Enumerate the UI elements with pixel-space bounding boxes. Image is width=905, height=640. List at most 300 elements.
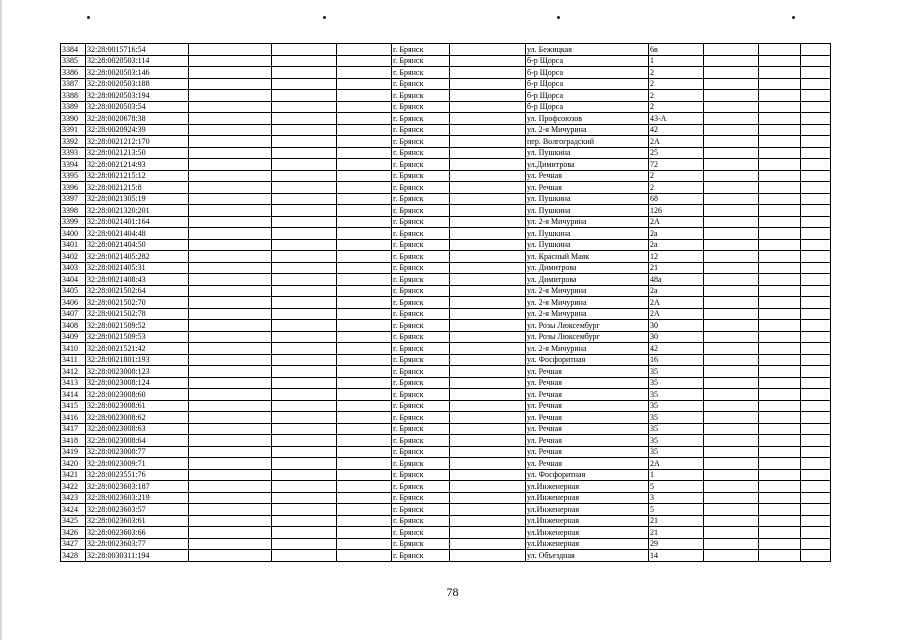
- empty-cell: [801, 331, 831, 343]
- empty-cell: [704, 44, 759, 56]
- empty-cell: [759, 182, 801, 194]
- empty-cell: [337, 446, 392, 458]
- empty-cell: [189, 308, 272, 320]
- empty-cell: [450, 101, 526, 113]
- empty-cell: [450, 550, 526, 562]
- house-number-cell: 12: [649, 251, 704, 263]
- empty-cell: [801, 228, 831, 240]
- city-cell: г. Брянск: [392, 67, 450, 79]
- empty-cell: [801, 113, 831, 125]
- city-cell: г. Брянск: [392, 492, 450, 504]
- empty-cell: [272, 274, 337, 286]
- row-number-cell: 3392: [61, 136, 86, 148]
- street-cell: ул. Речная: [526, 366, 649, 378]
- empty-cell: [801, 55, 831, 67]
- empty-cell: [450, 67, 526, 79]
- empty-cell: [759, 423, 801, 435]
- house-number-cell: 35: [649, 366, 704, 378]
- row-number-cell: 3396: [61, 182, 86, 194]
- row-number-cell: 3413: [61, 377, 86, 389]
- empty-cell: [704, 377, 759, 389]
- empty-cell: [189, 389, 272, 401]
- row-number-cell: 3415: [61, 400, 86, 412]
- empty-cell: [189, 354, 272, 366]
- row-number-cell: 3405: [61, 285, 86, 297]
- empty-cell: [189, 331, 272, 343]
- empty-cell: [704, 538, 759, 550]
- empty-cell: [189, 67, 272, 79]
- empty-cell: [189, 285, 272, 297]
- empty-cell: [272, 170, 337, 182]
- empty-cell: [337, 262, 392, 274]
- empty-cell: [272, 251, 337, 263]
- hole-punch-mark: [557, 16, 560, 19]
- empty-cell: [450, 343, 526, 355]
- house-number-cell: 14: [649, 550, 704, 562]
- empty-cell: [337, 251, 392, 263]
- cadastral-number-cell: 32:28:0021305:19: [86, 193, 189, 205]
- row-number-cell: 3388: [61, 90, 86, 102]
- empty-cell: [704, 469, 759, 481]
- city-cell: г. Брянск: [392, 193, 450, 205]
- empty-cell: [450, 274, 526, 286]
- city-cell: г. Брянск: [392, 55, 450, 67]
- empty-cell: [272, 78, 337, 90]
- empty-cell: [189, 90, 272, 102]
- row-number-cell: 3391: [61, 124, 86, 136]
- city-cell: г. Брянск: [392, 124, 450, 136]
- street-cell: ул. Объездная: [526, 550, 649, 562]
- row-number-cell: 3425: [61, 515, 86, 527]
- table-row: [61, 101, 831, 113]
- empty-cell: [189, 239, 272, 251]
- empty-cell: [704, 446, 759, 458]
- empty-cell: [759, 239, 801, 251]
- empty-cell: [801, 423, 831, 435]
- empty-cell: [704, 527, 759, 539]
- cadastral-number-cell: 32:28:0021215:8: [86, 182, 189, 194]
- house-number-cell: 2: [649, 170, 704, 182]
- empty-cell: [801, 504, 831, 516]
- empty-cell: [704, 515, 759, 527]
- cadastral-number-cell: 32:28:0021215:12: [86, 170, 189, 182]
- table-row: [61, 170, 831, 182]
- house-number-cell: 2а: [649, 239, 704, 251]
- cadastral-number-cell: 32:28:0021401:164: [86, 216, 189, 228]
- empty-cell: [759, 308, 801, 320]
- empty-cell: [189, 446, 272, 458]
- row-number-cell: 3386: [61, 67, 86, 79]
- house-number-cell: 43-А: [649, 113, 704, 125]
- empty-cell: [801, 182, 831, 194]
- empty-cell: [450, 504, 526, 516]
- empty-cell: [189, 538, 272, 550]
- empty-cell: [337, 44, 392, 56]
- table-row: [61, 239, 831, 251]
- empty-cell: [272, 469, 337, 481]
- empty-cell: [704, 492, 759, 504]
- empty-cell: [272, 44, 337, 56]
- empty-cell: [272, 239, 337, 251]
- empty-cell: [189, 101, 272, 113]
- house-number-cell: 30: [649, 331, 704, 343]
- empty-cell: [337, 308, 392, 320]
- empty-cell: [450, 469, 526, 481]
- empty-cell: [704, 55, 759, 67]
- empty-cell: [759, 67, 801, 79]
- table-row: [61, 538, 831, 550]
- empty-cell: [272, 458, 337, 470]
- empty-cell: [272, 331, 337, 343]
- cadastral-number-cell: 32:28:0021404:48: [86, 228, 189, 240]
- row-number-cell: 3417: [61, 423, 86, 435]
- table-row: [61, 159, 831, 171]
- row-number-cell: 3387: [61, 78, 86, 90]
- street-cell: б-р Щорса: [526, 78, 649, 90]
- hole-punch-mark: [323, 16, 326, 19]
- table-row: [61, 136, 831, 148]
- street-cell: ул. Красный Маяк: [526, 251, 649, 263]
- row-number-cell: 3403: [61, 262, 86, 274]
- empty-cell: [272, 182, 337, 194]
- empty-cell: [450, 538, 526, 550]
- empty-cell: [450, 527, 526, 539]
- empty-cell: [450, 113, 526, 125]
- empty-cell: [759, 527, 801, 539]
- cadastral-number-cell: 32:28:0021214:93: [86, 159, 189, 171]
- street-cell: ул. 2-я Мичурина: [526, 285, 649, 297]
- empty-cell: [450, 124, 526, 136]
- empty-cell: [189, 182, 272, 194]
- empty-cell: [337, 101, 392, 113]
- row-number-cell: 3389: [61, 101, 86, 113]
- table-row: [61, 527, 831, 539]
- empty-cell: [704, 550, 759, 562]
- empty-cell: [189, 193, 272, 205]
- empty-cell: [801, 147, 831, 159]
- empty-cell: [759, 124, 801, 136]
- city-cell: г. Брянск: [392, 343, 450, 355]
- city-cell: г. Брянск: [392, 285, 450, 297]
- cadastral-number-cell: 32:28:0021502:70: [86, 297, 189, 309]
- empty-cell: [704, 113, 759, 125]
- empty-cell: [801, 354, 831, 366]
- cadastral-number-cell: 32:28:0023008:64: [86, 435, 189, 447]
- empty-cell: [759, 389, 801, 401]
- house-number-cell: 2: [649, 90, 704, 102]
- empty-cell: [704, 193, 759, 205]
- table-row: [61, 44, 831, 56]
- empty-cell: [189, 469, 272, 481]
- empty-cell: [759, 550, 801, 562]
- empty-cell: [450, 377, 526, 389]
- house-number-cell: 68: [649, 193, 704, 205]
- row-number-cell: 3420: [61, 458, 86, 470]
- empty-cell: [450, 458, 526, 470]
- table-row: [61, 458, 831, 470]
- empty-cell: [759, 159, 801, 171]
- street-cell: ул. Речная: [526, 182, 649, 194]
- empty-cell: [337, 469, 392, 481]
- empty-cell: [337, 527, 392, 539]
- street-cell: ул. Димитрова: [526, 274, 649, 286]
- empty-cell: [759, 193, 801, 205]
- city-cell: г. Брянск: [392, 90, 450, 102]
- row-number-cell: 3404: [61, 274, 86, 286]
- city-cell: г. Брянск: [392, 251, 450, 263]
- city-cell: г. Брянск: [392, 400, 450, 412]
- empty-cell: [801, 435, 831, 447]
- empty-cell: [189, 251, 272, 263]
- house-number-cell: 21: [649, 262, 704, 274]
- street-cell: б-р Щорса: [526, 101, 649, 113]
- empty-cell: [189, 435, 272, 447]
- empty-cell: [189, 492, 272, 504]
- street-cell: ул.Инженерная: [526, 515, 649, 527]
- table-row: [61, 262, 831, 274]
- table-row: [61, 67, 831, 79]
- empty-cell: [337, 228, 392, 240]
- empty-cell: [337, 147, 392, 159]
- empty-cell: [189, 136, 272, 148]
- house-number-cell: 2: [649, 67, 704, 79]
- city-cell: г. Брянск: [392, 239, 450, 251]
- empty-cell: [704, 366, 759, 378]
- city-cell: г. Брянск: [392, 538, 450, 550]
- cadastral-number-cell: 32:28:0021801:193: [86, 354, 189, 366]
- empty-cell: [337, 78, 392, 90]
- table-row: [61, 412, 831, 424]
- empty-cell: [272, 550, 337, 562]
- empty-cell: [189, 550, 272, 562]
- street-cell: ул. Речная: [526, 400, 649, 412]
- empty-cell: [337, 492, 392, 504]
- cadastral-number-cell: 32:28:0021509:53: [86, 331, 189, 343]
- house-number-cell: 21: [649, 527, 704, 539]
- empty-cell: [337, 320, 392, 332]
- empty-cell: [801, 205, 831, 217]
- table-row: [61, 469, 831, 481]
- empty-cell: [337, 159, 392, 171]
- house-number-cell: 16: [649, 354, 704, 366]
- table-row: [61, 193, 831, 205]
- house-number-cell: 3: [649, 492, 704, 504]
- city-cell: г. Брянск: [392, 435, 450, 447]
- row-number-cell: 3419: [61, 446, 86, 458]
- empty-cell: [337, 216, 392, 228]
- empty-cell: [801, 136, 831, 148]
- empty-cell: [704, 285, 759, 297]
- table-row: [61, 124, 831, 136]
- empty-cell: [704, 354, 759, 366]
- empty-cell: [801, 251, 831, 263]
- empty-cell: [759, 469, 801, 481]
- empty-cell: [272, 354, 337, 366]
- cadastral-number-cell: 32:28:0020503:114: [86, 55, 189, 67]
- empty-cell: [189, 159, 272, 171]
- street-cell: ул. Речная: [526, 377, 649, 389]
- cadastral-number-cell: 32:28:0021509:52: [86, 320, 189, 332]
- empty-cell: [450, 412, 526, 424]
- city-cell: г. Брянск: [392, 159, 450, 171]
- house-number-cell: 35: [649, 423, 704, 435]
- row-number-cell: 3400: [61, 228, 86, 240]
- empty-cell: [450, 78, 526, 90]
- street-cell: б-р Щорса: [526, 67, 649, 79]
- cadastral-number-cell: 32:28:0020503:54: [86, 101, 189, 113]
- empty-cell: [704, 216, 759, 228]
- cadastral-number-cell: 32:28:0023008:62: [86, 412, 189, 424]
- table-row: [61, 78, 831, 90]
- cadastral-number-cell: 32:28:0023008:60: [86, 389, 189, 401]
- empty-cell: [704, 389, 759, 401]
- row-number-cell: 3421: [61, 469, 86, 481]
- empty-cell: [450, 331, 526, 343]
- empty-cell: [189, 423, 272, 435]
- empty-cell: [704, 228, 759, 240]
- city-cell: г. Брянск: [392, 308, 450, 320]
- empty-cell: [450, 400, 526, 412]
- empty-cell: [337, 297, 392, 309]
- street-cell: б-р Щорса: [526, 55, 649, 67]
- row-number-cell: 3402: [61, 251, 86, 263]
- house-number-cell: 25: [649, 147, 704, 159]
- empty-cell: [759, 446, 801, 458]
- city-cell: г. Брянск: [392, 113, 450, 125]
- empty-cell: [759, 435, 801, 447]
- empty-cell: [189, 504, 272, 516]
- empty-cell: [337, 550, 392, 562]
- house-number-cell: 126: [649, 205, 704, 217]
- house-number-cell: 42: [649, 124, 704, 136]
- city-cell: г. Брянск: [392, 354, 450, 366]
- empty-cell: [759, 78, 801, 90]
- row-number-cell: 3399: [61, 216, 86, 228]
- empty-cell: [272, 446, 337, 458]
- empty-cell: [450, 147, 526, 159]
- house-number-cell: 2: [649, 78, 704, 90]
- street-cell: ул. Димитрова: [526, 262, 649, 274]
- street-cell: ул. 2-я Мичурина: [526, 216, 649, 228]
- empty-cell: [272, 228, 337, 240]
- empty-cell: [337, 193, 392, 205]
- street-cell: ул. Речная: [526, 389, 649, 401]
- empty-cell: [801, 446, 831, 458]
- row-number-cell: 3414: [61, 389, 86, 401]
- empty-cell: [801, 469, 831, 481]
- empty-cell: [189, 400, 272, 412]
- house-number-cell: 2а: [649, 285, 704, 297]
- empty-cell: [189, 44, 272, 56]
- empty-cell: [759, 55, 801, 67]
- table-row: [61, 228, 831, 240]
- empty-cell: [337, 458, 392, 470]
- cadastral-number-cell: 32:28:0015716:54: [86, 44, 189, 56]
- empty-cell: [272, 193, 337, 205]
- cadastral-number-cell: 32:28:0020678:38: [86, 113, 189, 125]
- house-number-cell: 29: [649, 538, 704, 550]
- table-row: [61, 331, 831, 343]
- house-number-cell: 48а: [649, 274, 704, 286]
- empty-cell: [704, 320, 759, 332]
- row-number-cell: 3384: [61, 44, 86, 56]
- empty-cell: [704, 423, 759, 435]
- city-cell: г. Брянск: [392, 262, 450, 274]
- street-cell: ул. 2-я Мичурина: [526, 297, 649, 309]
- empty-cell: [337, 435, 392, 447]
- empty-cell: [189, 481, 272, 493]
- empty-cell: [272, 389, 337, 401]
- empty-cell: [272, 262, 337, 274]
- empty-cell: [337, 389, 392, 401]
- empty-cell: [189, 297, 272, 309]
- city-cell: г. Брянск: [392, 228, 450, 240]
- city-cell: г. Брянск: [392, 389, 450, 401]
- empty-cell: [759, 44, 801, 56]
- empty-cell: [189, 366, 272, 378]
- empty-cell: [801, 216, 831, 228]
- empty-cell: [801, 412, 831, 424]
- empty-cell: [450, 262, 526, 274]
- street-cell: ул. 2-я Мичурина: [526, 308, 649, 320]
- street-cell: ул.Димитрова: [526, 159, 649, 171]
- empty-cell: [450, 492, 526, 504]
- hole-punch-mark: [87, 16, 90, 19]
- empty-cell: [801, 389, 831, 401]
- empty-cell: [704, 136, 759, 148]
- street-cell: ул.Инженерная: [526, 492, 649, 504]
- cadastral-number-cell: 32:28:0023603:61: [86, 515, 189, 527]
- empty-cell: [337, 331, 392, 343]
- empty-cell: [801, 124, 831, 136]
- table-row: [61, 389, 831, 401]
- cadastral-number-cell: 32:28:0021502:64: [86, 285, 189, 297]
- empty-cell: [801, 274, 831, 286]
- empty-cell: [337, 113, 392, 125]
- city-cell: г. Брянск: [392, 458, 450, 470]
- empty-cell: [272, 481, 337, 493]
- city-cell: г. Брянск: [392, 366, 450, 378]
- empty-cell: [272, 113, 337, 125]
- cadastral-number-cell: 32:28:0023603:77: [86, 538, 189, 550]
- empty-cell: [450, 216, 526, 228]
- street-cell: пер. Волгоградский: [526, 136, 649, 148]
- table-row: [61, 377, 831, 389]
- house-number-cell: 5: [649, 481, 704, 493]
- empty-cell: [704, 262, 759, 274]
- empty-cell: [272, 412, 337, 424]
- empty-cell: [759, 377, 801, 389]
- street-cell: ул. Пушкина: [526, 193, 649, 205]
- empty-cell: [189, 170, 272, 182]
- table-row: [61, 182, 831, 194]
- row-number-cell: 3398: [61, 205, 86, 217]
- empty-cell: [189, 228, 272, 240]
- row-number-cell: 3424: [61, 504, 86, 516]
- street-cell: ул.Инженерная: [526, 481, 649, 493]
- empty-cell: [272, 527, 337, 539]
- row-number-cell: 3410: [61, 343, 86, 355]
- empty-cell: [801, 44, 831, 56]
- empty-cell: [704, 504, 759, 516]
- empty-cell: [189, 343, 272, 355]
- cadastral-number-cell: 32:28:0021405:31: [86, 262, 189, 274]
- row-number-cell: 3416: [61, 412, 86, 424]
- empty-cell: [337, 285, 392, 297]
- city-cell: г. Брянск: [392, 412, 450, 424]
- empty-cell: [450, 44, 526, 56]
- empty-cell: [801, 400, 831, 412]
